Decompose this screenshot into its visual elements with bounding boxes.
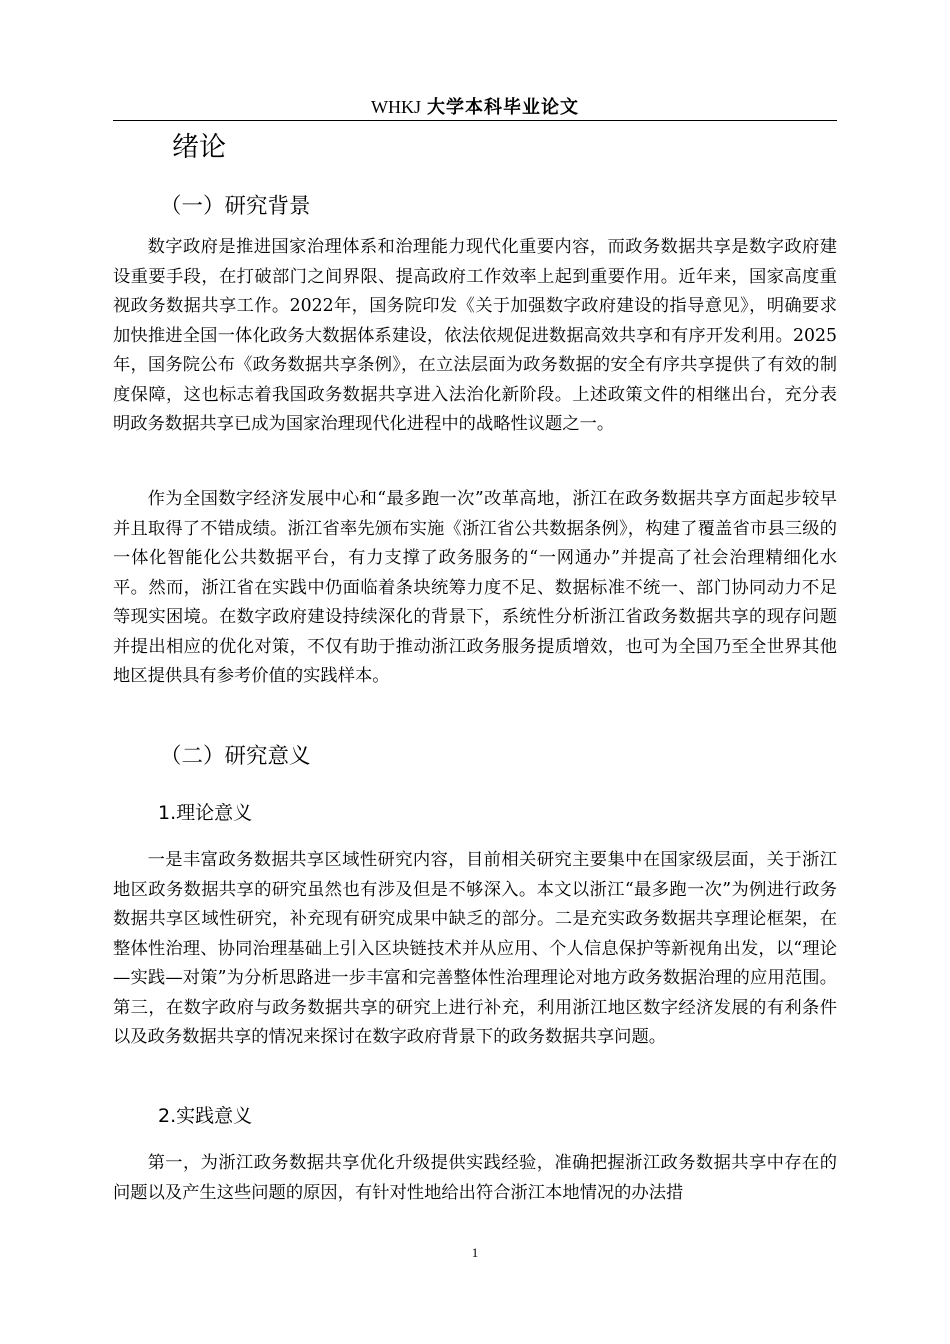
header-title: 大学本科毕业论文 [427, 97, 580, 118]
page-header [113, 94, 837, 121]
page-number: 1 [471, 1245, 479, 1260]
subsection-heading-practice: 2.实践意义 [158, 1105, 253, 1127]
paragraph-theory: 一是丰富政务数据共享区域性研究内容，目前相关研究主要集中在国家级层面，关于浙江地区政务数据共享的研究虽然也有涉及但是不够深入。本文以浙江“最多跑一次”为例进行政务数据共享区域性研究，补充现有研究成果中缺乏的部分。二是充实政务数据共享理论框架，在整体性治理、协同治理基础上引入区块链技术并从应用、个人信息保护等新视角出发，以“理论—实践—对策”为分析思路进一步丰富和完善整体性治理理论对地方政务数据治理的应用范围。第三，在数字政府与政务数据共享的研究上进行补充，利用浙江地区数字经济发展的有利条件以及政务数据共享的情况来探讨在数字政府背景下的政务数据共享问题。 [113, 850, 837, 1047]
paragraph-background-1: 数字政府是推进国家治理体系和治理能力现代化重要内容，而政务数据共享是数字政府建设重要手段，在打破部门之间界限、提高政府工作效率上起到重要作用。近年来，国家高度重视政务数据共享工作。2022年，国务院印发《关于加强数字政府建设的指导意见》，明确要求加快推进全国一体化政务大数据体系建设，依法依规促进数据高效共享和有序开发利用。2025年，国务院公布《政务数据共享条例》，在立法层面为政务数据的安全有序共享提供了有效的制度保障，这也标志着我国政务数据共享进入法治化新阶段。上述政策文件的相继出台，充分表明政务数据共享已成为国家治理现代化进程中的战略性议题之一。 [113, 237, 837, 434]
chapter-title: 绪论 [172, 132, 226, 163]
section-heading-background: （一）研究背景 [160, 194, 311, 219]
subsection-heading-theory: 1.理论意义 [158, 802, 253, 824]
paragraph-background-2: 作为全国数字经济发展中心和“最多跑一次”改革高地，浙江在政务数据共享方面起步较早并且取得了不错成绩。浙江省率先颁布实施《浙江省公共数据条例》，构建了覆盖省市县三级的一体化智能化公共数据平台，有力支撑了政务服务的“一网通办”并提高了社会治理精细化水平。然而，浙江省在实践中仍面临着条块统筹力度不足、数据标准不统一、部门协同动力不足等现实困境。在数字政府建设持续深化的背景下，系统性分析浙江省政务数据共享的现存问题并提出相应的优化对策，不仅有助于推动浙江政务服务提质增效，也可为全国乃至全世界其他地区提供具有参考价值的实践样本。 [113, 489, 837, 686]
section-heading-significance: （二）研究意义 [160, 744, 311, 769]
header-latin: WHKJ [370, 97, 421, 117]
paragraph-practice: 第一，为浙江政务数据共享优化升级提供实践经验，准确把握浙江政务数据共享中存在的问题以及产生这些问题的原因，有针对性地给出符合浙江本地情况的办法措 [113, 1153, 837, 1203]
